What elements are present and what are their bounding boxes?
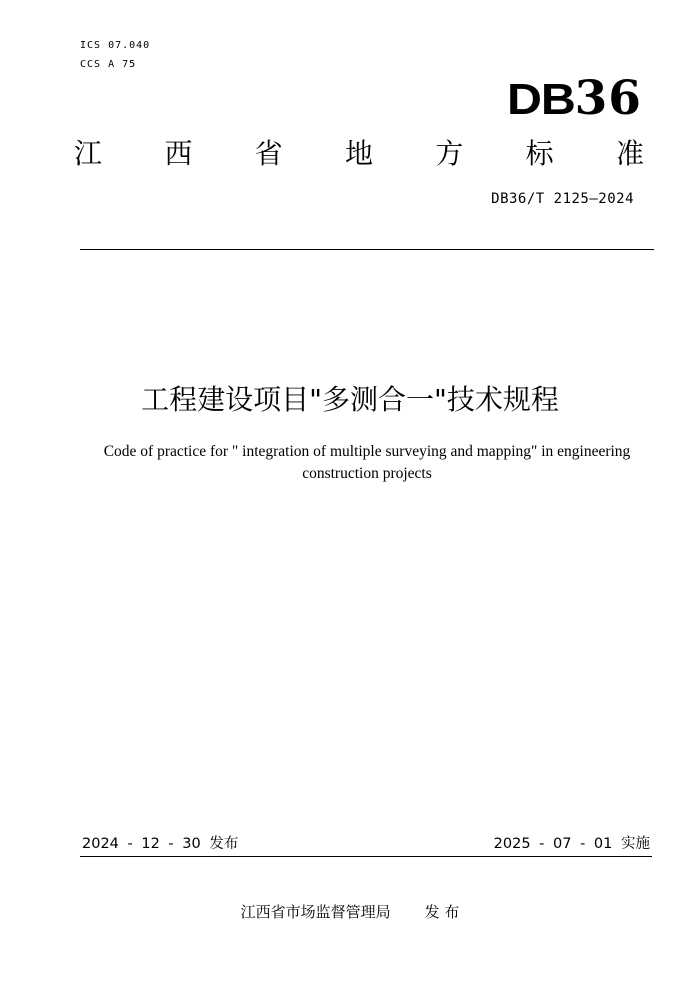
standard-type-char: 标 (525, 137, 554, 170)
standard-type-heading (74, 134, 644, 174)
standard-type-char: 方 (435, 137, 464, 170)
publisher-line (0, 901, 700, 923)
title-en-line-2: construction projects (302, 465, 432, 482)
standard-type-char: 地 (344, 137, 373, 170)
logo-letters (507, 75, 575, 124)
standard-number: DB36/T 2125—2024 (491, 191, 634, 207)
classification-codes (80, 36, 150, 74)
standard-type-char: 准 (615, 137, 644, 170)
top-divider (80, 249, 654, 250)
standard-logo (507, 70, 642, 126)
standard-type-char: 江 (74, 137, 103, 170)
ics-code: ICS 07.040 (80, 40, 151, 51)
standard-type-char: 省 (254, 137, 283, 170)
implementation-date: 2025 - 07 - 01 实施 (493, 836, 650, 852)
logo-number: 36 (574, 71, 642, 126)
document-title-en (70, 441, 664, 485)
issue-date: 2024 - 12 - 30 发布 (82, 836, 239, 852)
date-row (82, 834, 650, 854)
bottom-divider (80, 856, 652, 857)
standard-type-char: 西 (164, 137, 193, 170)
publish-action: 发 布 (424, 903, 460, 921)
publisher-name: 江西省市场监督管理局 (240, 903, 391, 921)
ccs-code: CCS A 75 (80, 59, 137, 70)
logo-db: DB (507, 75, 575, 124)
title-en-line-1: Code of practice for " integration of multiple surveying and mapping" in engineering (103, 443, 631, 460)
document-title-cn: 工程建设项目"多测合一"技术规程 (141, 383, 559, 416)
